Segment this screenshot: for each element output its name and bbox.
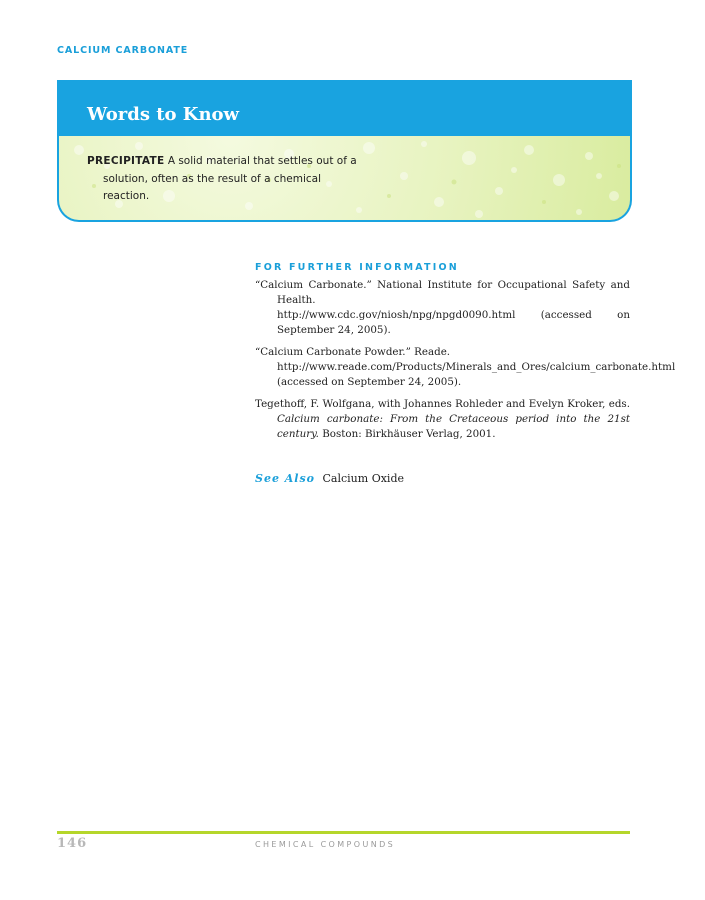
page-number: 146 <box>57 836 88 851</box>
reference-url: http://www.cdc.gov/niosh/npg/npgd0090.html (accessed on September 24, 2005). <box>277 309 630 336</box>
see-also-label: See Also <box>255 472 316 485</box>
glossary-term: PRECIPITATE <box>87 155 165 167</box>
see-also <box>255 472 404 485</box>
running-head: CALCIUM CARBONATE <box>57 45 189 56</box>
reference-item <box>255 345 676 390</box>
reference-item <box>255 397 630 442</box>
reference-url: http://www.reade.com/Products/Minerals_and_Ores/calcium_carbonate.html (accessed on September 24, 2005). <box>277 361 676 388</box>
reference-lead: “Calcium Carbonate Powder.” Reade. <box>255 346 451 358</box>
glossary-definition: A solid material that settles out of a solution, often as the result of a chemical reaction. <box>103 155 357 202</box>
words-to-know-box <box>57 80 632 222</box>
glossary-entry <box>87 153 363 206</box>
reference-item <box>255 278 630 338</box>
see-also-topic: Calcium Oxide <box>322 472 404 485</box>
further-information-section <box>255 262 676 449</box>
footer-rule <box>57 831 630 834</box>
words-to-know-header <box>59 80 630 136</box>
reference-book-title: Calcium carbonate: From the Cretaceous period into the 21st century. <box>277 413 630 440</box>
reference-lead: “Calcium Carbonate.” National Institute for Occupational Safety and Health. <box>255 279 630 306</box>
further-information-heading: FOR FURTHER INFORMATION <box>255 262 459 273</box>
words-to-know-title: Words to Know <box>87 104 240 125</box>
reference-authors: Tegethoff, F. Wolfgana, with Johannes Rohleder and Evelyn Kroker, eds. <box>255 398 630 410</box>
reference-publisher: Boston: Birkhäuser Verlag, 2001. <box>322 428 496 440</box>
footer-book-title: CHEMICAL COMPOUNDS <box>255 840 396 849</box>
